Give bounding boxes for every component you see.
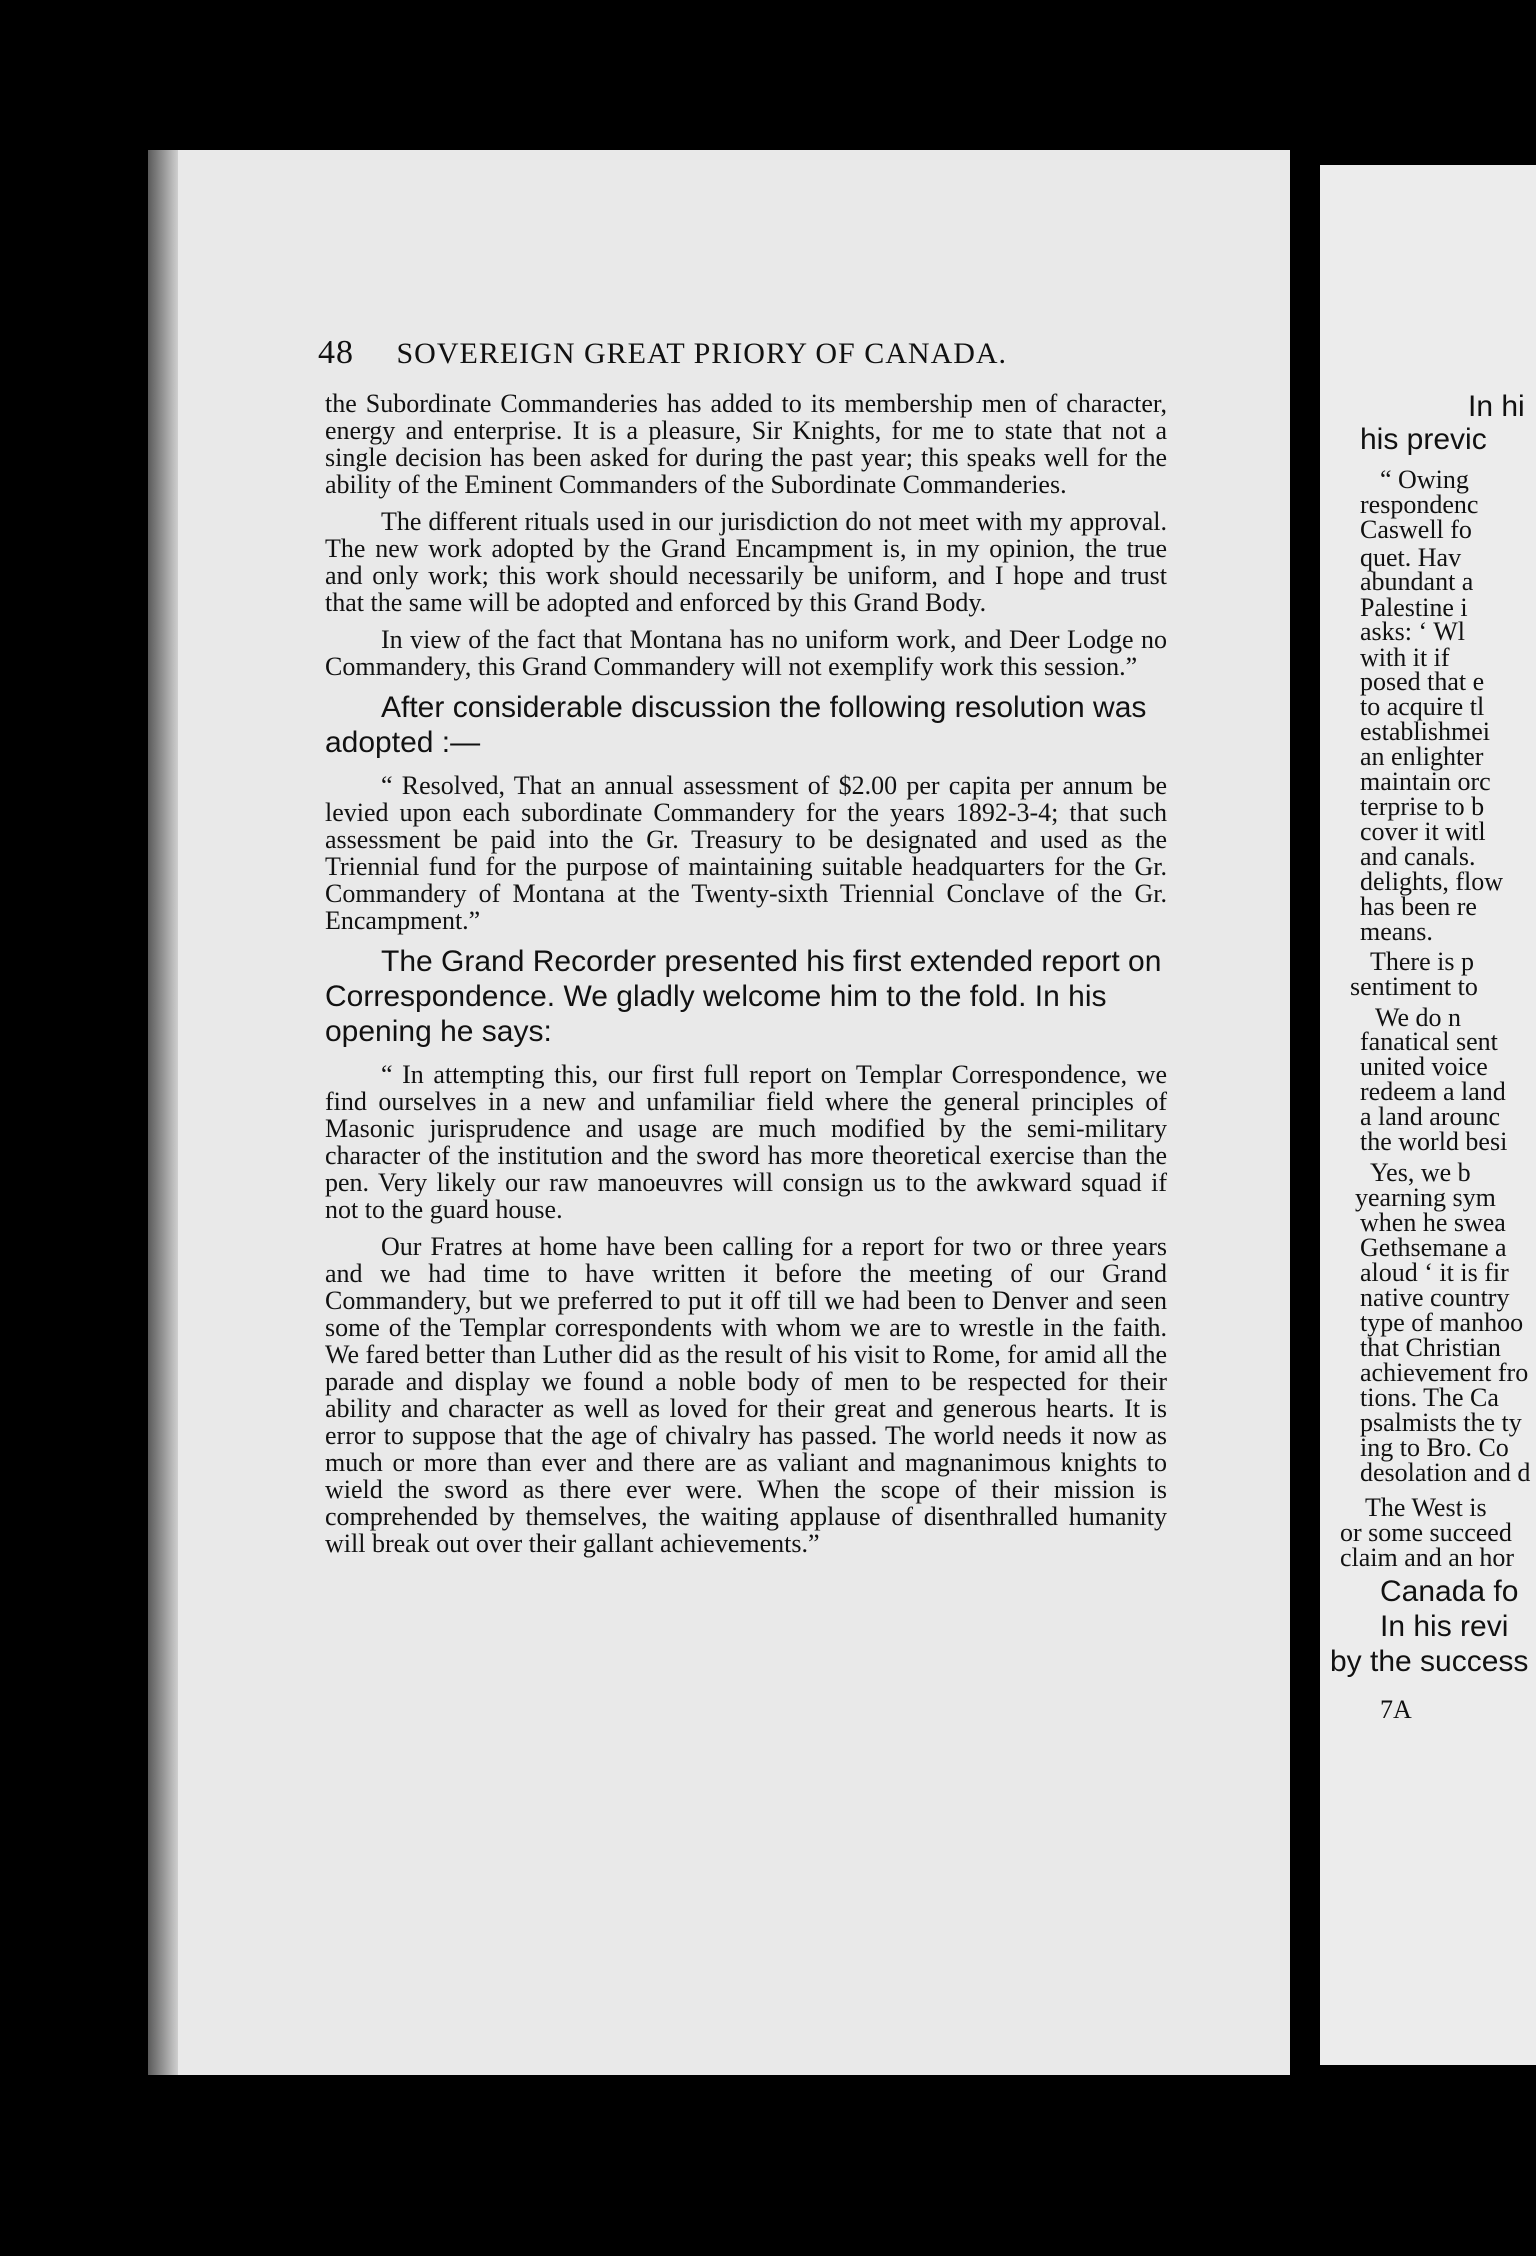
right-page-line: a land arounc (1360, 1102, 1501, 1131)
running-head: SOVEREIGN GREAT PRIORY OF CANADA. (396, 337, 1008, 370)
right-page-line: that Christian (1360, 1333, 1501, 1362)
right-page-line: Caswell fo (1360, 515, 1472, 544)
right-page-line: tions. The Ca (1360, 1383, 1499, 1412)
paragraph: Our Fratres at home have been calling for a report for two or three years and we had time to have written it before the meeting of our Grand Commandery, but we preferred to put it off till we had been to Denver and seen some of the Templar correspondents with whom we are to wrestle in the faith. We fared better than Luther did as the result of his visit to Rome, for amid all the parade and display we found a noble body of men to be respected for their ability and character as well as loved for their great and generous hearts. It is error to suppose that the age of chivalry has passed. The world needs it now as much or more than ever and there are as valiant and magnanimous knights to wield the sword as there ever were. When the scope of their mission is comprehended by themselves, the waiting applause of disenthralled humanity will break out over their gallant achievements.” (325, 1232, 1167, 1558)
right-page-line: delights, flow (1360, 867, 1503, 896)
page-body (325, 390, 1167, 1567)
right-page-line: his previc (1360, 423, 1487, 456)
right-page-line: asks: ‘ Wl (1360, 617, 1465, 646)
right-page-line: Gethsemane a (1360, 1233, 1507, 1262)
right-page-line: claim and an hor (1340, 1543, 1514, 1572)
right-page-line: “ Owing (1380, 465, 1469, 494)
book-gutter (1290, 150, 1320, 2075)
right-page-line: establishmei (1360, 717, 1490, 746)
paragraph: the Subordinate Commanderies has added to its membership men of character, energy and enterprise. It is a pleasure, Sir Knights, for me to state that not a single decision has been asked for during the past year; this speaks well for the ability of the Eminent Commanders of the Subordinate Commanderies. (325, 389, 1167, 499)
right-page-line: when he swea (1360, 1208, 1506, 1237)
right-page-line: The West is (1365, 1493, 1487, 1522)
right-page-line: with it if (1360, 643, 1450, 672)
right-page-line: achievement fro (1360, 1358, 1529, 1387)
right-page-line: quet. Hav (1360, 543, 1462, 572)
right-page-line: Yes, we b (1370, 1158, 1471, 1187)
page-header (318, 334, 1178, 372)
right-page-line: or some succeed (1340, 1518, 1512, 1547)
right-page-line: fanatical sent (1360, 1027, 1498, 1056)
right-page-line: psalmists the ty (1360, 1408, 1522, 1437)
paragraph: The Grand Recorder presented his first extended report on Correspondence. We gladly welcome him to the fold. In his opening he says: (325, 945, 1162, 1048)
paragraph: “ In attempting this, our first full report on Templar Correspondence, we find ourselves in a new and unfamiliar field where the general principles of Masonic jurisprudence and usage are much modified by the semi-military character of the institution and the sword has more theoretical exercise than the pen. Very likely our raw manoeuvres will consign us to the awkward squad if not to the guard house. (325, 1060, 1167, 1224)
right-page-line: terprise to b (1360, 792, 1485, 821)
right-page-line: yearning sym (1355, 1183, 1496, 1212)
right-page-line: desolation and d (1360, 1458, 1531, 1487)
paragraph: “ Resolved, That an annual assessment of $2.00 per capita per annum be levied upon each subordinate Commandery for the years 1892-3-4; that such assessment be paid into the Gr. Treasury to be designated and used as the Triennial fund for the purpose of maintaining suitable headquarters for the Gr. Commandery of Montana at the Twenty-sixth Triennial Conclave of the Gr. Encampment.” (325, 771, 1167, 935)
right-page-line: aloud ‘ it is fir (1360, 1258, 1509, 1287)
right-page-line: 7A (1380, 1695, 1412, 1724)
right-page-line: the world besi (1360, 1127, 1508, 1156)
right-page-line: We do n (1375, 1003, 1461, 1032)
right-page-line: cover it witl (1360, 817, 1486, 846)
right-page-line: sentiment to (1350, 972, 1478, 1001)
right-page-line: posed that e (1360, 667, 1485, 696)
paragraph: After considerable discussion the following resolution was adopted :— (325, 691, 1147, 759)
right-page-line: an enlighter (1360, 742, 1484, 771)
right-page-fragment (1320, 165, 1536, 2065)
page-edge-shadow (148, 150, 178, 2075)
right-page-line: respondenc (1360, 490, 1479, 519)
right-page-line: redeem a land (1360, 1077, 1506, 1106)
page-number: 48 (318, 334, 354, 371)
right-page-line: ing to Bro. Co (1360, 1433, 1509, 1462)
right-page-line: In hi (1468, 390, 1525, 423)
right-page-line: abundant a (1360, 567, 1474, 596)
right-page-line: united voice (1360, 1052, 1488, 1081)
right-page-line: by the success (1330, 1645, 1529, 1678)
right-page-line: In his revi (1380, 1610, 1509, 1643)
right-page-line: Canada fo (1380, 1575, 1519, 1608)
right-page-line: Palestine i (1360, 593, 1468, 622)
paragraph: The different rituals used in our jurisdiction do not meet with my approval. The new work adopted by the Grand Encampment is, in my opinion, the true and only work; this work should necessarily be uniform, and I hope and trust that the same will be adopted and enforced by this Grand Body. (325, 507, 1167, 617)
right-page-line: native country (1360, 1283, 1510, 1312)
right-page-line: maintain orc (1360, 767, 1491, 796)
right-page-line: means. (1360, 917, 1433, 946)
paragraph: In view of the fact that Montana has no uniform work, and Deer Lodge no Commandery, this Grand Commandery will not exemplify work this session.” (325, 625, 1167, 681)
right-page-line: and canals. (1360, 842, 1476, 871)
right-page-line: has been re (1360, 892, 1477, 921)
right-page-line: There is p (1370, 947, 1474, 976)
right-page-line: to acquire tl (1360, 692, 1485, 721)
right-page-line: type of manhoo (1360, 1308, 1524, 1337)
